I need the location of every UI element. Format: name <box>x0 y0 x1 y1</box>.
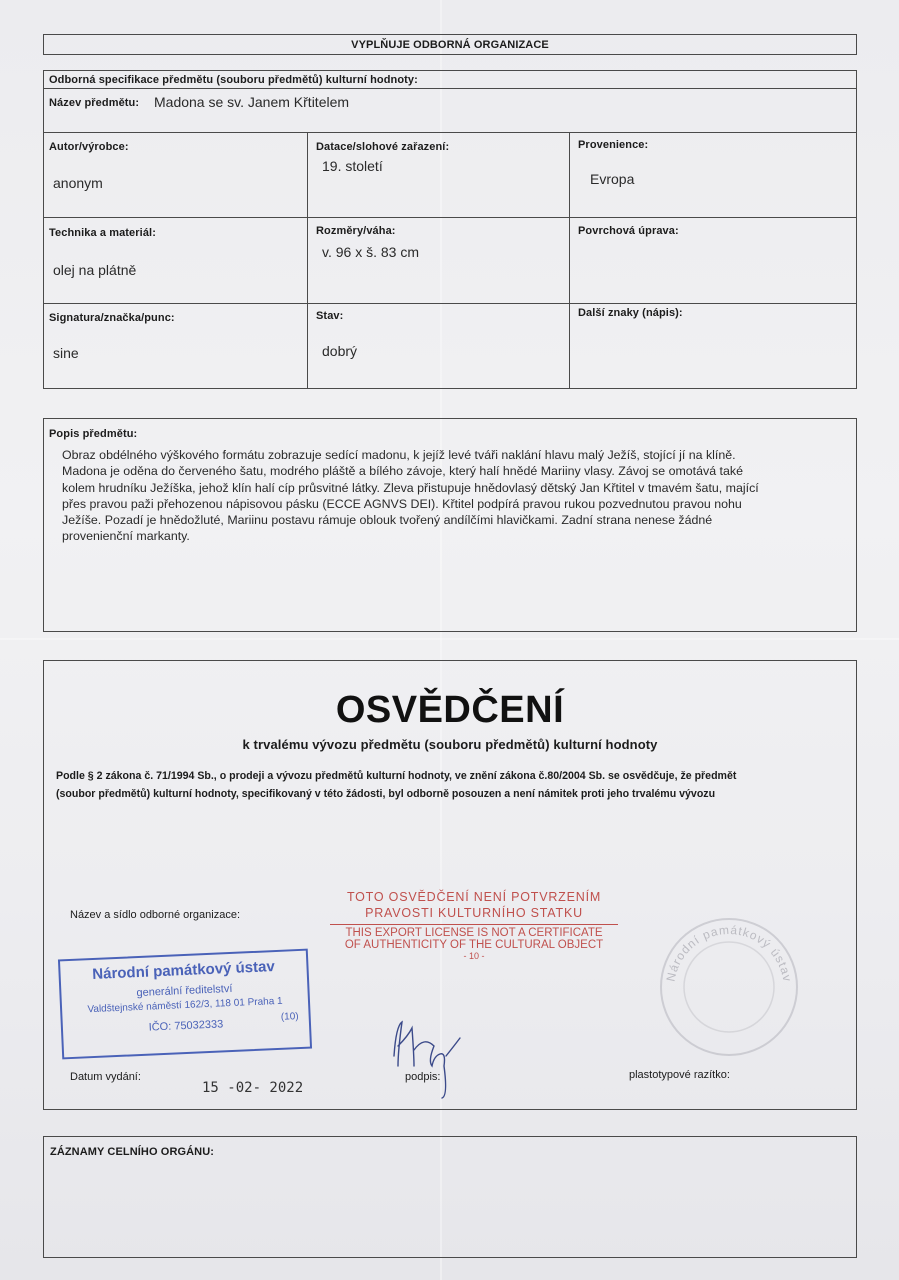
description-line: Madona je oděna do červeného šatu, modrého pláště a bílého závoje, který halí hnědé Mariiny vlasy. Závoj se omotává také <box>62 464 743 479</box>
dimensions-value: v. 96 x š. 83 cm <box>322 244 419 260</box>
author-value: anonym <box>53 175 103 191</box>
dating-value: 19. století <box>322 158 383 174</box>
description-label: Popis předmětu: <box>49 428 138 440</box>
blue-stamp-line: Národní památkový ústav <box>91 958 276 984</box>
blue-stamp-line: generální ředitelství <box>136 982 233 1000</box>
signature-label: Signatura/značka/punc: <box>49 312 175 324</box>
red-stamp-line: PRAVOSTI KULTURNÍHO STATKU <box>365 906 583 920</box>
marks-label: Další znaky (nápis): <box>578 307 683 319</box>
red-stamp-line: OF AUTHENTICITY OF THE CULTURAL OBJECT <box>344 939 604 951</box>
spec-table <box>43 70 857 389</box>
certificate-subtitle: k trvalému vývozu předmětu (souboru předmětů) kulturní hodnoty <box>242 737 658 752</box>
surface-label: Povrchová úprava: <box>578 225 679 237</box>
customs-box <box>43 1136 857 1258</box>
date-label: Datum vydání: <box>70 1071 141 1083</box>
certificate-box <box>43 660 857 1110</box>
blue-stamp-line: Valdštejnské náměstí 162/3, 118 01 Praha 1 <box>87 995 283 1016</box>
certificate-text <box>56 767 852 803</box>
authenticity-disclaimer-stamp <box>324 890 624 961</box>
technique-value: olej na plátně <box>53 262 137 278</box>
signature-graphic <box>384 1016 464 1101</box>
description-line: Ježíše. Pozadí je hnědožluté, Mariinu postavu rámuje oblouk tvořený andílčími hlavičkami. Zadní strana nenese žádné <box>62 513 713 528</box>
blue-stamp-line: IČO: 75032333 <box>148 1018 224 1034</box>
header-box <box>43 34 857 55</box>
description-line: přes pravou paži přehozenou nápisovou pásku (ECCE AGNVS DEI). Křtitel podpírá pravou rukou pozvednutou pravou nohu <box>62 496 742 511</box>
condition-label: Stav: <box>316 310 344 322</box>
red-stamp-line: TOTO OSVĚDČENÍ NENÍ POTVRZENÍM <box>346 890 602 904</box>
embossed-seal <box>654 909 804 1059</box>
customs-label: ZÁZNAMY CELNÍHO ORGÁNU: <box>50 1146 215 1158</box>
institution-stamp <box>58 949 312 1060</box>
description-box <box>43 418 857 632</box>
handwritten-signature <box>384 1016 464 1101</box>
signature-value: sine <box>53 345 79 361</box>
description-text <box>62 447 852 545</box>
paper-fold <box>0 638 899 640</box>
name-value: Madona se sv. Janem Křtitelem <box>154 94 350 110</box>
embossed-seal-graphic <box>654 909 804 1059</box>
org-label: Název a sídlo odborné organizace: <box>70 909 240 921</box>
provenance-label: Provenience: <box>578 139 649 151</box>
seal-label: plastotypové razítko: <box>629 1069 730 1081</box>
condition-value: dobrý <box>322 343 358 359</box>
date-value: 15 -02- 2022 <box>202 1080 304 1096</box>
dating-label: Datace/slohové zařazení: <box>316 141 450 153</box>
signature-label: podpis: <box>405 1071 441 1083</box>
spec-heading: Odborná specifikace předmětu (souboru předmětů) kulturní hodnoty: <box>49 74 418 86</box>
description-line: provenienční markanty. <box>62 529 190 544</box>
embossed-seal-text: Národní památkový ústav <box>663 922 795 984</box>
description-line: kolem hrudníku Ježíška, jehož klín halí cíp průsvitné látky. Zleva přistupuje hnědovlasý dětský Jan Křtitel v tmavém šatu, mající <box>62 480 759 495</box>
name-label: Název předmětu: <box>49 97 140 109</box>
certificate-title: OSVĚDČENÍ <box>335 689 565 731</box>
certificate-text-line: (soubor předmětů) kulturní hodnoty, specifikovaný v této žádosti, byl odborně posouzen a není námitek proti jeho trvalému vývozu <box>56 788 716 800</box>
header-title: VYPLŇUJE ODBORNÁ ORGANIZACE <box>351 38 549 51</box>
technique-label: Technika a materiál: <box>49 227 156 239</box>
certificate-text-line: Podle § 2 zákona č. 71/1994 Sb., o prodeji a vývozu předmětů kulturní hodnoty, ve znění zákona č.80/2004 Sb. se osvědčuje, že předmět <box>56 770 737 782</box>
author-label: Autor/výrobce: <box>49 141 129 153</box>
red-stamp-line: - 10 - <box>463 951 485 961</box>
red-stamp-line: THIS EXPORT LICENSE IS NOT A CERTIFICATE <box>345 927 603 939</box>
dimensions-label: Rozměry/váha: <box>316 225 396 237</box>
description-line: Obraz obdélného výškového formátu zobrazuje sedící madonu, k jejíž levé tváři naklání hlavu malý Ježíš, stojící jí na klíně. <box>62 448 736 462</box>
provenance-value: Evropa <box>590 171 635 187</box>
svg-text:Národní památkový ústav <box>663 923 794 983</box>
blue-stamp-line: (10) <box>280 1011 299 1023</box>
